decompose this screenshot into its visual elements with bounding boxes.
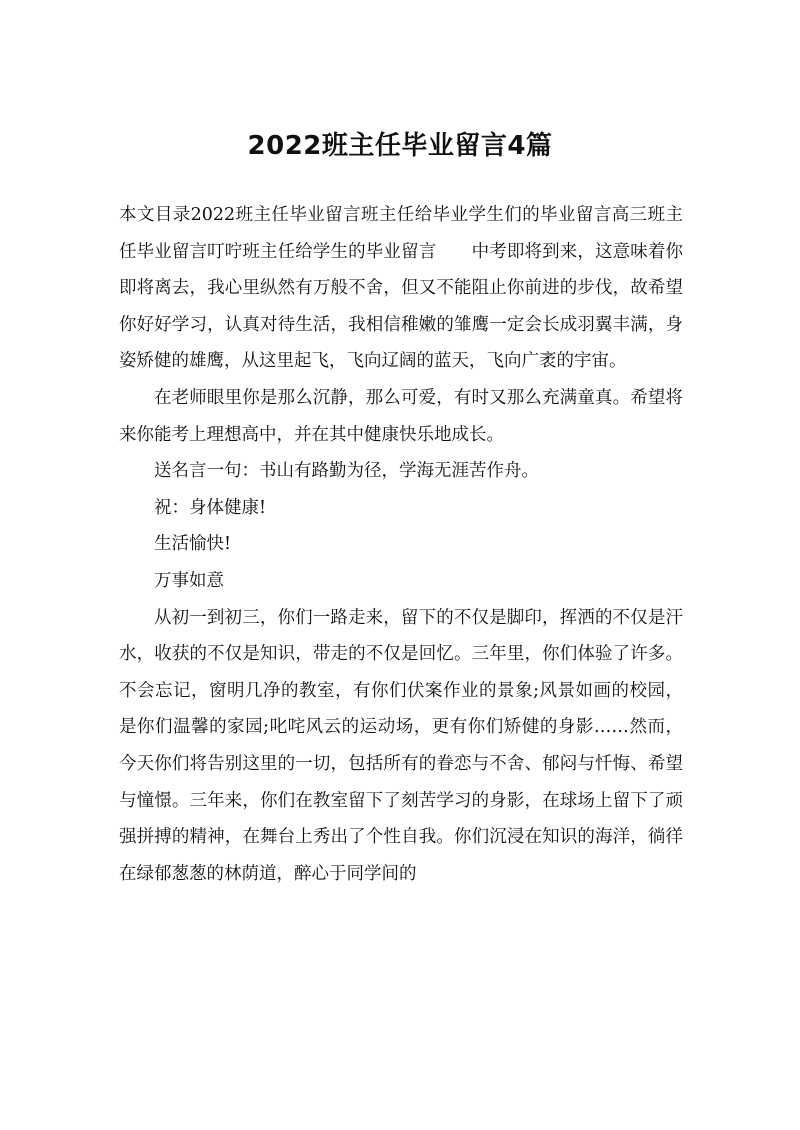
- paragraph-wish-health: 祝：身体健康!: [154, 497, 267, 518]
- paragraph-motto: 送名言一句：书山有路勤为径，学海无涯苦作舟。: [154, 461, 539, 482]
- paragraph-wish-life: 生活愉快!: [154, 534, 232, 555]
- document-title: 2022班主任毕业留言4篇: [247, 131, 553, 161]
- paragraph-wish-all: 万事如意: [154, 570, 224, 591]
- document-body: [119, 197, 683, 892]
- paragraph-intro: 本文目录2022班主任毕业留言班主任给毕业学生们的毕业留言高三班主任毕业留言叮咛班主任给学生的毕业留言 中考即将到来，这意味着你即将离去，我心里纵然有万般不舍，但又不能阻止你前进的步伐，故希望你好好学习，认真对待生活，我相信稚嫩的雏鹰一定会长成羽翼丰满，身姿矫健的雄鹰，从这里起飞，飞向辽阔的蓝天，飞向广袤的宇宙。: [119, 205, 683, 372]
- paragraph-teacher-view: 在老师眼里你是那么沉静，那么可爱，有时又那么充满童真。希望将来你能考上理想高中，并在其中健康快乐地成长。: [119, 387, 683, 445]
- paragraph-three-years: 从初一到初三，你们一路走来，留下的不仅是脚印，挥洒的不仅是汗水，收获的不仅是知识，带走的不仅是回忆。三年里，你们体验了许多。不会忘记，窗明几净的教室，有你们伏案作业的景象;风景如画的校园，是你们温馨的家园;叱咤风云的运动场，更有你们矫健的身影……然而，今天你们将告别这里的一切，包括所有的眷恋与不舍、郁闷与忏悔、希望与憧憬。三年来，你们在教室留下了刻苦学习的身影，在球场上留下了顽强拼搏的精神，在舞台上秀出了个性自我。你们沉浸在知识的海洋，徜徉在绿郁葱葱的林荫道，醉心于同学间的: [119, 607, 683, 884]
